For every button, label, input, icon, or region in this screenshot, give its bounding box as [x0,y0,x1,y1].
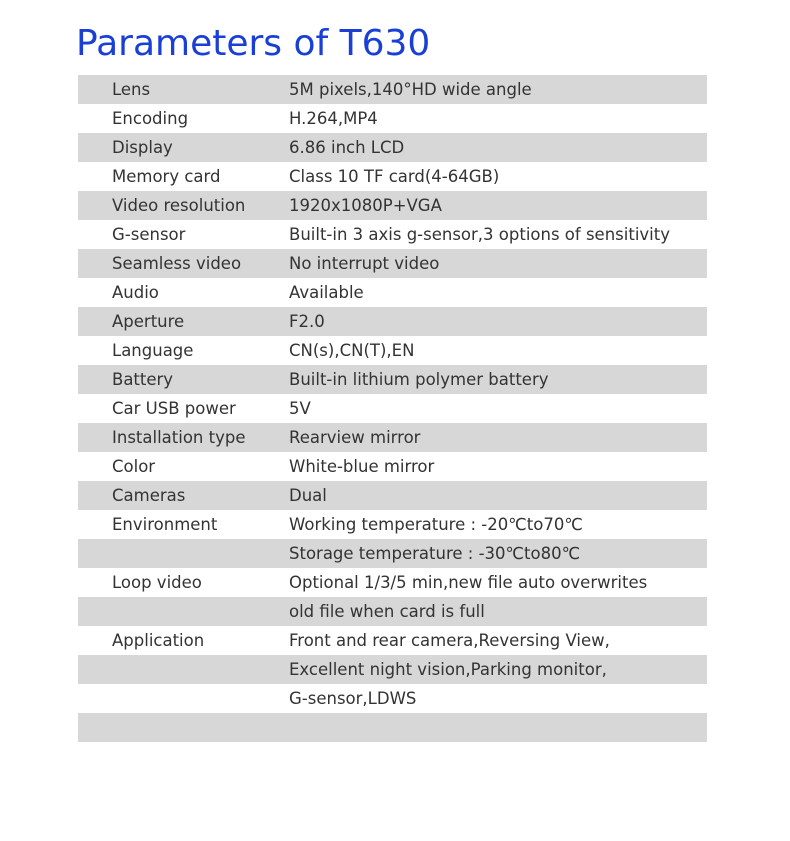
row-value: old file when card is full [289,602,485,621]
table-row-memory-card [78,162,707,191]
row-label: Car USB power [112,399,236,418]
row-label: Battery [112,370,174,389]
table-row-car-usb-power [78,394,707,423]
row-label: Aperture [112,312,185,331]
page-title: Parameters of T630 [76,23,431,64]
row-value: 5V [289,399,311,418]
row-label: Video resolution [112,196,246,215]
table-row-loop-video [78,568,707,597]
row-label: Lens [112,80,151,99]
row-value: White-blue mirror [289,457,435,476]
row-value: Working temperature : -20℃to70℃ [289,515,583,534]
row-label: Memory card [112,167,221,186]
table-row-empty [78,713,707,742]
table-row-seamless-video [78,249,707,278]
row-label: Seamless video [112,254,242,273]
row-value: Storage temperature : -30℃to80℃ [289,544,581,563]
parameters-table [78,75,707,742]
row-label: Cameras [112,486,186,505]
table-row-language [78,336,707,365]
row-label: Color [112,457,156,476]
row-label: Loop video [112,573,202,592]
row-label: Display [112,138,173,157]
table-row-application-cont-1 [78,655,707,684]
table-row-application-cont-2 [78,684,707,713]
row-label: Installation type [112,428,246,447]
row-value: Optional 1/3/5 min,new file auto overwrites [289,573,648,592]
row-value: Front and rear camera,Reversing View, [289,631,610,650]
row-value: CN(s),CN(T),EN [289,341,415,360]
row-value: Available [289,283,364,302]
row-value: 5M pixels,140°HD wide angle [289,80,532,99]
table-row-loop-video-cont [78,597,707,626]
row-value: 6.86 inch LCD [289,138,405,157]
table-row-cameras [78,481,707,510]
table-row-g-sensor [78,220,707,249]
row-label: Environment [112,515,218,534]
table-row-display [78,133,707,162]
row-value: G-sensor,LDWS [289,689,417,708]
row-value: H.264,MP4 [289,109,378,128]
row-value: Built-in lithium polymer battery [289,370,549,389]
table-row-lens [78,75,707,104]
table-row-color [78,452,707,481]
row-label: Audio [112,283,159,302]
table-row-battery [78,365,707,394]
table-row-audio [78,278,707,307]
row-value: Excellent night vision,Parking monitor, [289,660,607,679]
row-value: 1920x1080P+VGA [289,196,442,215]
row-value: Class 10 TF card(4-64GB) [289,167,500,186]
row-value: Dual [289,486,327,505]
table-row-environment-cont [78,539,707,568]
row-value: F2.0 [289,312,325,331]
row-value: No interrupt video [289,254,440,273]
table-row-environment [78,510,707,539]
row-label: G-sensor [112,225,186,244]
row-value: Built-in 3 axis g-sensor,3 options of sensitivity [289,225,670,244]
table-row-video-resolution [78,191,707,220]
row-value: Rearview mirror [289,428,421,447]
row-label: Application [112,631,205,650]
table-row-aperture [78,307,707,336]
table-row-application [78,626,707,655]
row-label: Language [112,341,194,360]
row-label: Encoding [112,109,189,128]
table-row-installation-type [78,423,707,452]
table-row-encoding [78,104,707,133]
